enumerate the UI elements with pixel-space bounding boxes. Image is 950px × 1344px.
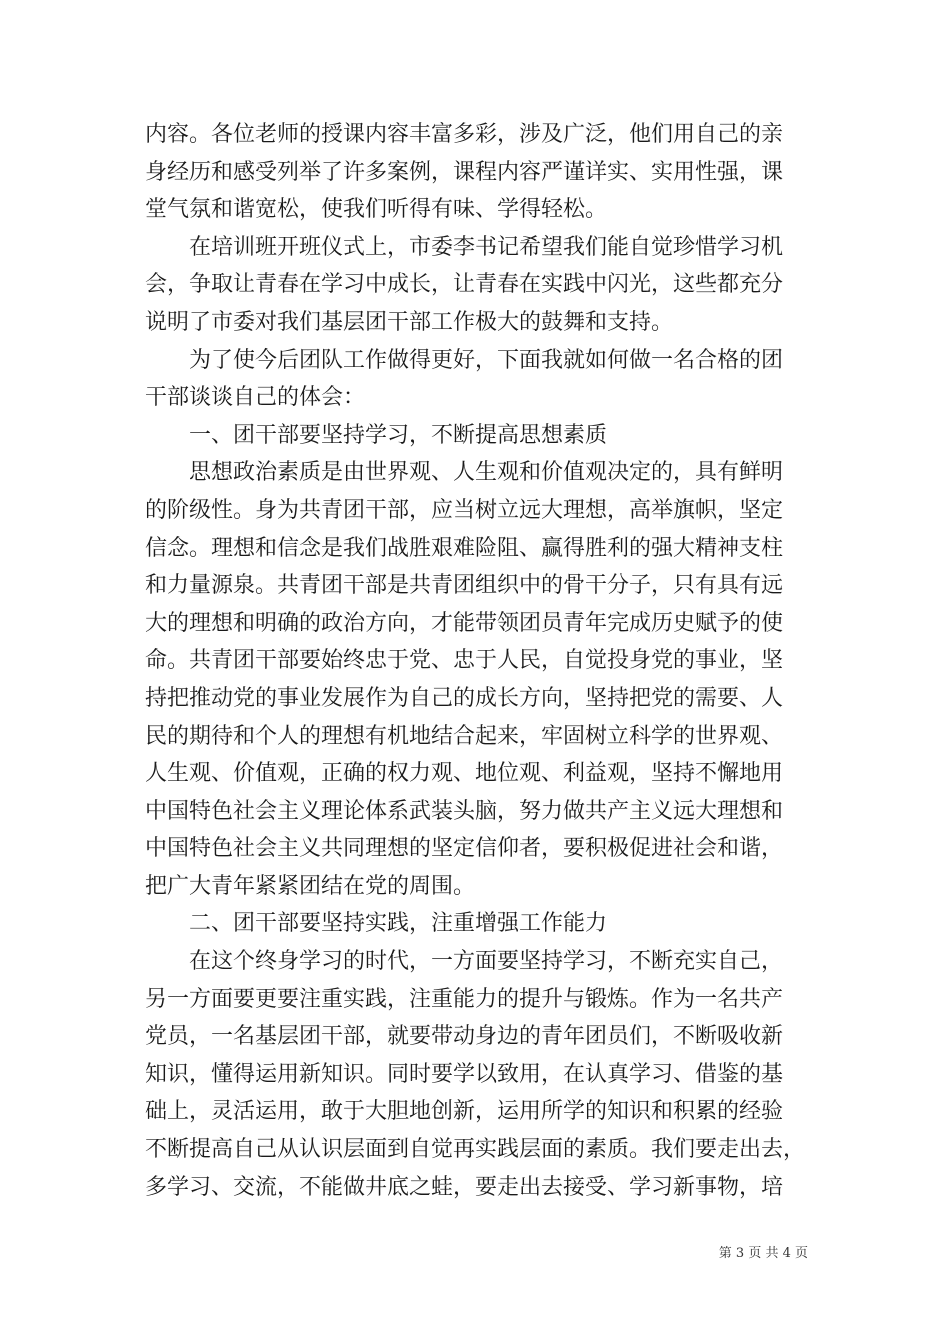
text-line: 不断提高自己从认识层面到自觉再实践层面的素质。我们要走出去，	[145, 1137, 806, 1163]
text-line: 础上，灵活运用，敢于大胆地创新，运用所学的知识和积累的经验	[145, 1099, 784, 1125]
text-line: 的阶级性。身为共青团干部，应当树立远大理想，高举旗帜，坚定	[145, 497, 784, 523]
text-line: 说明了市委对我们基层团干部工作极大的鼓舞和支持。	[145, 309, 674, 335]
text-line: 把广大青年紧紧团结在党的周围。	[145, 873, 476, 899]
text-line: 持把推动党的事业发展作为自己的成长方向，坚持把党的需要、人	[145, 685, 784, 711]
text-line: 中国特色社会主义共同理想的坚定信仰者，要积极促进社会和谐，	[145, 836, 784, 862]
text-line: 身经历和感受列举了许多案例，课程内容严谨详实、实用性强，课	[145, 159, 784, 185]
text-line: 和力量源泉。共青团干部是共青团组织中的骨干分子，只有具有远	[145, 573, 784, 599]
text-line: 思想政治素质是由世界观、人生观和价值观决定的，具有鲜明	[145, 460, 784, 486]
text-line: 大的理想和明确的政治方向，才能带领团员青年完成历史赋予的使	[145, 610, 784, 636]
text-line: 内容。各位老师的授课内容丰富多彩，涉及广泛，他们用自己的亲	[145, 122, 784, 147]
page-number: 第 3 页 共 4 页	[718, 1246, 808, 1261]
section-heading: 二、团干部要坚持实践，注重增强工作能力	[145, 911, 608, 937]
text-line: 干部谈谈自己的体会：	[145, 385, 366, 411]
text-line: 信念。理想和信念是我们战胜艰难险阻、赢得胜利的强大精神支柱	[145, 535, 784, 561]
section-heading: 一、团干部要坚持学习，不断提高思想素质	[145, 422, 608, 448]
text-line: 多学习、交流，不能做井底之蛙，要走出去接受、学习新事物，培	[145, 1174, 784, 1200]
text-line: 党员，一名基层团干部，就要带动身边的青年团员们，不断吸收新	[145, 1024, 784, 1050]
text-line: 中国特色社会主义理论体系武装头脑，努力做共产主义远大理想和	[145, 798, 784, 824]
text-line: 人生观、价值观，正确的权力观、地位观、利益观，坚持不懈地用	[145, 761, 784, 787]
text-line: 民的期待和个人的理想有机地结合起来，牢固树立科学的世界观、	[145, 723, 784, 749]
text-line: 堂气氛和谐宽松，使我们听得有味、学得轻松。	[145, 197, 608, 223]
body-text	[145, 116, 811, 1206]
text-line: 会，争取让青春在学习中成长，让青春在实践中闪光，这些都充分	[145, 272, 784, 298]
text-line: 命。共青团干部要始终忠于党、忠于人民，自觉投身党的事业，坚	[145, 648, 784, 674]
text-line: 在这个终身学习的时代，一方面要坚持学习，不断充实自己，	[145, 949, 784, 975]
text-line: 为了使今后团队工作做得更好，下面我就如何做一名合格的团	[145, 347, 784, 373]
text-line: 在培训班开班仪式上，市委李书记希望我们能自觉珍惜学习机	[145, 234, 784, 260]
text-line: 知识，懂得运用新知识。同时要学以致用，在认真学习、借鉴的基	[145, 1061, 784, 1087]
text-line: 另一方面要更要注重实践，注重能力的提升与锻炼。作为一名共产	[145, 986, 784, 1012]
